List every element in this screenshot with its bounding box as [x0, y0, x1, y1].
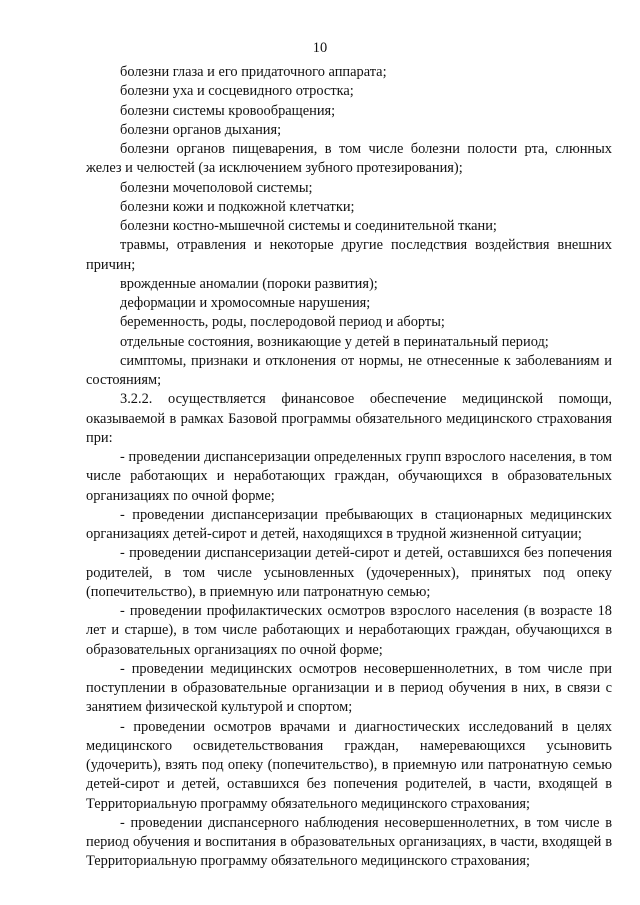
list-item-circulatory-diseases: болезни системы кровообращения;: [120, 102, 336, 119]
bullet-orphans-dispensarization: - проведении диспансеризации детей-сирот и детей, оставшихся без попечения родителей, в том числе усыновленных (удочеренных), принятых под опеку (попечительство), в приемную или патронатную семью;: [86, 545, 612, 600]
list-item-chromosomal-disorders: деформации и хромосомные нарушения;: [120, 295, 371, 311]
bullet-minors-examinations: - проведении медицинских осмотров несовершеннолетних, в том числе при поступлении в образовательные организации и в период обучения в них, в связи с занятием физической культурой и спортом;: [86, 660, 612, 716]
list-item-digestive-diseases: болезни органов пищеварения, в том числе болезни полости рта, слюнных желез и челюстей (за исключением зубного протезирования);: [86, 141, 612, 177]
list-item-ear-diseases: болезни уха и сосцевидного отростка;: [120, 83, 354, 100]
list-item-musculoskeletal-diseases: болезни костно-мышечной системы и соединительной ткани;: [120, 218, 497, 234]
list-item-eye-diseases: болезни глаза и его придаточного аппарата;: [120, 64, 387, 80]
list-item-perinatal-conditions: отдельные состояния, возникающие у детей в перинатальный период;: [120, 333, 549, 350]
list-item-symptoms: симптомы, признаки и отклонения от нормы, не отнесенные к заболеваниям и состояниям;: [86, 352, 612, 388]
page-number: 10: [312, 40, 328, 56]
bullet-adoption-examinations: - проведении осмотров врачами и диагностических исследований в целях медицинского освидетельствования граждан, намеревающихся усыновить (удочерить), взять под опеку (попечительство), в приемную или патронатную семью детей-сирот и детей, оставшихся без попечения родителей, в части, входящей в Территориальную программу обязательного медицинского страхования;: [86, 718, 612, 812]
list-item-congenital-anomalies: врожденные аномалии (пороки развития);: [120, 275, 378, 292]
document-body: [86, 63, 612, 872]
section-3-2-2: 3.2.2. осуществляется финансовое обеспечение медицинской помощи, оказываемой в рамках Базовой программы обязательного медицинского страхования при:: [86, 391, 612, 446]
list-item-skin-diseases: болезни кожи и подкожной клетчатки;: [120, 198, 355, 215]
list-item-injuries: травмы, отравления и некоторые другие последствия воздействия внешних причин;: [86, 237, 612, 273]
bullet-adult-dispensarization: - проведении диспансеризации определенных групп взрослого населения, в том числе работающих и неработающих граждан, обучающихся в образовательных организациях по очной форме;: [86, 449, 612, 504]
bullet-minors-observation: - проведении диспансерного наблюдения несовершеннолетних, в том числе в период обучения и воспитания в образовательных организациях, в части, входящей в Территориальную программу обязательного медицинского страхования;: [86, 814, 612, 870]
bullet-preventive-examinations: - проведении профилактических осмотров взрослого населения (в возрасте 18 лет и старше), в том числе работающих и неработающих граждан, обучающихся в образовательных организациях по очной форме;: [86, 603, 612, 658]
list-item-respiratory-diseases: болезни органов дыхания;: [120, 121, 282, 138]
list-item-genitourinary-diseases: болезни мочеполовой системы;: [120, 179, 313, 196]
bullet-inpatient-orphans-dispensarization: - проведении диспансеризации пребывающих в стационарных медицинских организациях детей-сирот и детей, находящихся в трудной жизненной ситуации;: [86, 506, 612, 542]
list-item-pregnancy: беременность, роды, послеродовой период и аборты;: [120, 314, 445, 331]
